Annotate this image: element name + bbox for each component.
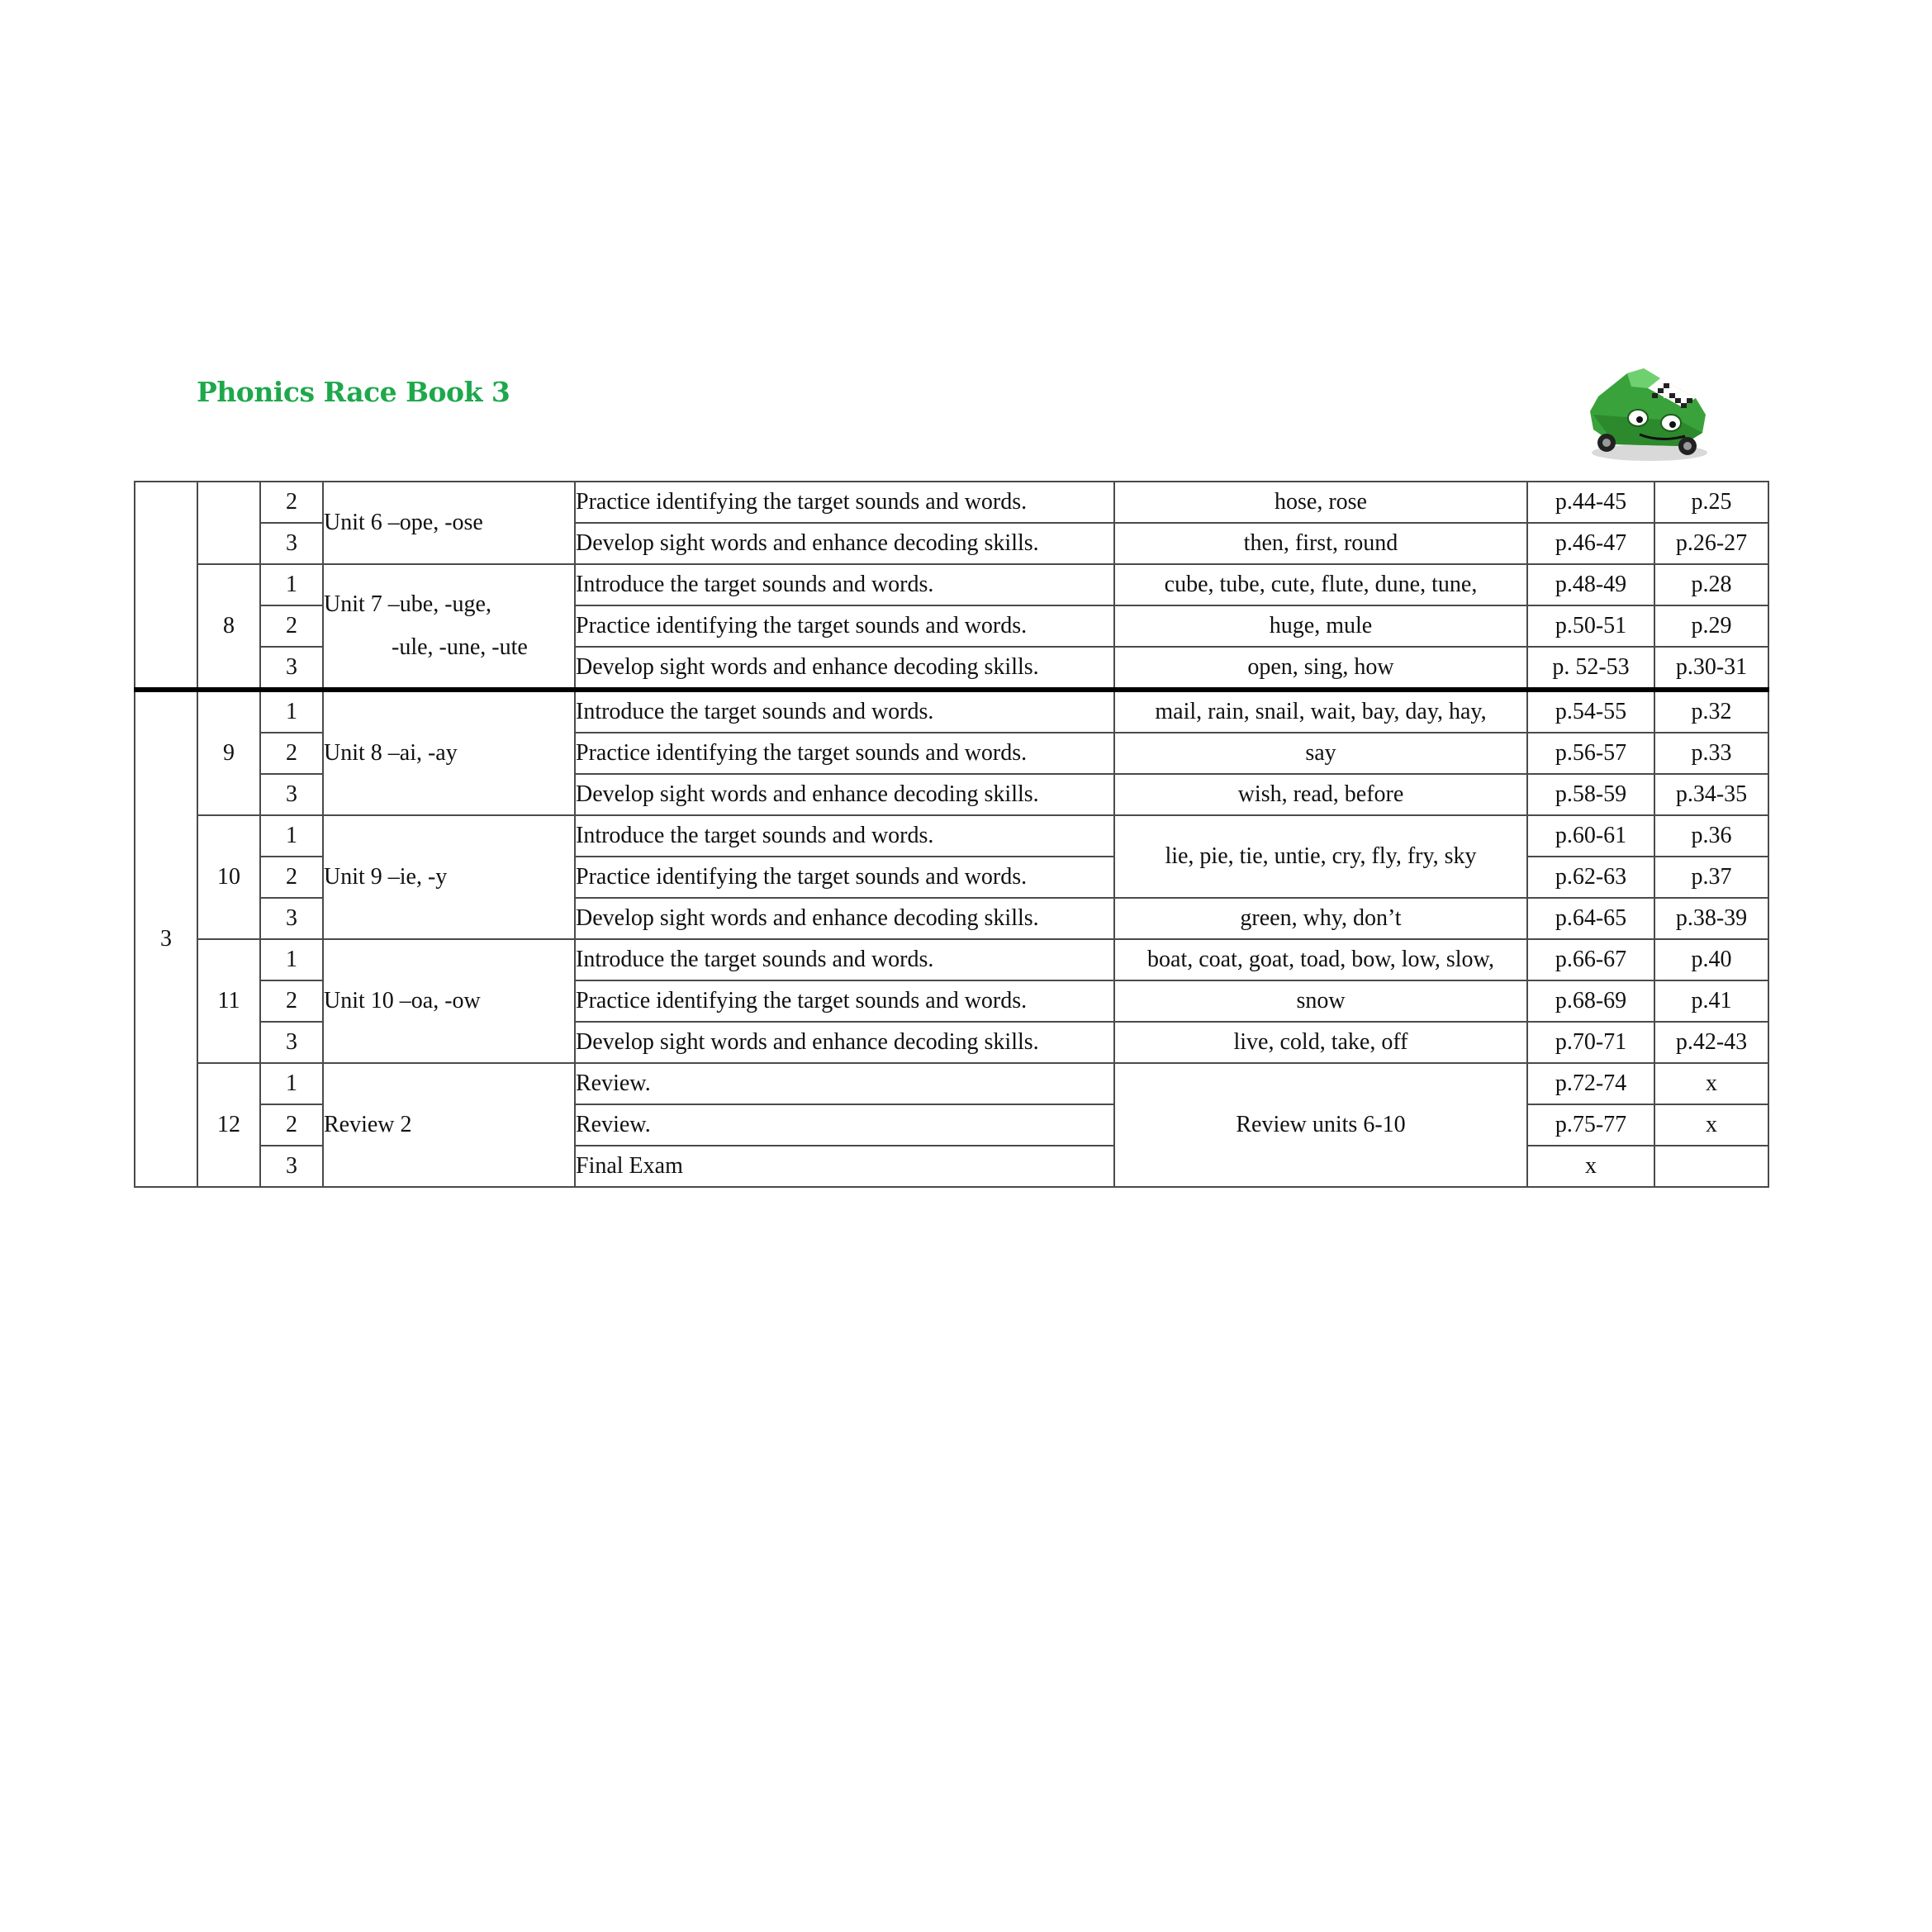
table-row (135, 1063, 1768, 1104)
objective-cell: Practice identifying the target sounds and words. (575, 733, 1114, 774)
student-book-cell: p.58-59 (1527, 774, 1654, 815)
workbook-cell: p.36 (1654, 815, 1768, 857)
workbook-cell: p.28 (1654, 564, 1768, 605)
student-book-cell: p.72-74 (1527, 1063, 1654, 1104)
unit-cell: Unit 6 –ope, -ose (323, 482, 575, 564)
student-book-cell: p.75-77 (1527, 1104, 1654, 1146)
objective-cell: Review. (575, 1063, 1114, 1104)
words-cell: wish, read, before (1114, 774, 1527, 815)
objective-cell: Introduce the target sounds and words. (575, 939, 1114, 980)
unit-line: -ule, -une, -ute (392, 634, 528, 660)
words-cell: cube, tube, cute, flute, dune, tune, (1114, 564, 1527, 605)
week-cell: 10 (197, 815, 260, 939)
workbook-cell: p.34-35 (1654, 774, 1768, 815)
workbook-cell: p.26-27 (1654, 523, 1768, 564)
student-book-cell: p.54-55 (1527, 690, 1654, 733)
workbook-cell: p.40 (1654, 939, 1768, 980)
words-cell: snow (1114, 980, 1527, 1022)
week-cell: 11 (197, 939, 260, 1063)
words-cell: Review units 6-10 (1114, 1063, 1527, 1187)
student-book-cell: p.66-67 (1527, 939, 1654, 980)
table-row (135, 815, 1768, 857)
lesson-cell: 2 (260, 1104, 323, 1146)
week-cell (197, 482, 260, 564)
week-cell: 8 (197, 564, 260, 690)
student-book-cell: p.62-63 (1527, 857, 1654, 898)
words-cell: boat, coat, goat, toad, bow, low, slow, (1114, 939, 1527, 980)
schedule-table (134, 481, 1769, 1188)
objective-cell: Develop sight words and enhance decoding skills. (575, 647, 1114, 690)
month-cell (135, 482, 197, 690)
words-cell: lie, pie, tie, untie, cry, fly, fry, sky (1114, 815, 1527, 898)
month-cell: 3 (135, 690, 197, 1187)
student-book-cell: p.44-45 (1527, 482, 1654, 523)
lesson-cell: 2 (260, 857, 323, 898)
unit-cell: Unit 9 –ie, -y (323, 815, 575, 939)
lesson-cell: 3 (260, 523, 323, 564)
unit-cell: Review 2 (323, 1063, 575, 1187)
lesson-cell: 3 (260, 898, 323, 939)
objective-cell: Practice identifying the target sounds and words. (575, 482, 1114, 523)
student-book-cell: p.48-49 (1527, 564, 1654, 605)
lesson-cell: 1 (260, 815, 323, 857)
student-book-cell: p.46-47 (1527, 523, 1654, 564)
table-row (135, 690, 1768, 733)
workbook-cell: p.29 (1654, 605, 1768, 647)
objective-cell: Develop sight words and enhance decoding skills. (575, 1022, 1114, 1063)
lesson-cell: 3 (260, 1146, 323, 1187)
student-book-cell: p. 52-53 (1527, 647, 1654, 690)
lesson-cell: 2 (260, 733, 323, 774)
objective-cell: Practice identifying the target sounds and words. (575, 857, 1114, 898)
unit-cell (323, 564, 575, 690)
student-book-cell: p.56-57 (1527, 733, 1654, 774)
workbook-cell: p.32 (1654, 690, 1768, 733)
workbook-cell: p.38-39 (1654, 898, 1768, 939)
workbook-cell: p.33 (1654, 733, 1768, 774)
student-book-cell: p.64-65 (1527, 898, 1654, 939)
objective-cell: Final Exam (575, 1146, 1114, 1187)
objective-cell: Introduce the target sounds and words. (575, 690, 1114, 733)
lesson-cell: 3 (260, 1022, 323, 1063)
table-row (135, 564, 1768, 605)
words-cell: huge, mule (1114, 605, 1527, 647)
lesson-cell: 1 (260, 564, 323, 605)
lesson-cell: 1 (260, 1063, 323, 1104)
lesson-cell: 1 (260, 939, 323, 980)
unit-line: Unit 7 –ube, -uge, (324, 591, 491, 617)
table-row (135, 482, 1768, 523)
week-cell: 9 (197, 690, 260, 815)
words-cell: say (1114, 733, 1527, 774)
lesson-cell: 2 (260, 980, 323, 1022)
lesson-cell: 2 (260, 482, 323, 523)
workbook-cell: x (1654, 1063, 1768, 1104)
workbook-cell: p.37 (1654, 857, 1768, 898)
objective-cell: Introduce the target sounds and words. (575, 815, 1114, 857)
student-book-cell: p.60-61 (1527, 815, 1654, 857)
green-race-car-icon (1582, 363, 1714, 464)
words-cell: hose, rose (1114, 482, 1527, 523)
student-book-cell: p.68-69 (1527, 980, 1654, 1022)
student-book-cell: x (1527, 1146, 1654, 1187)
unit-cell: Unit 10 –oa, -ow (323, 939, 575, 1063)
objective-cell: Develop sight words and enhance decoding skills. (575, 523, 1114, 564)
student-book-cell: p.50-51 (1527, 605, 1654, 647)
objective-cell: Practice identifying the target sounds and words. (575, 980, 1114, 1022)
student-book-cell: p.70-71 (1527, 1022, 1654, 1063)
workbook-cell: x (1654, 1104, 1768, 1146)
objective-cell: Develop sight words and enhance decoding skills. (575, 898, 1114, 939)
objective-cell: Review. (575, 1104, 1114, 1146)
words-cell: then, first, round (1114, 523, 1527, 564)
workbook-cell: p.30-31 (1654, 647, 1768, 690)
words-cell: mail, rain, snail, wait, bay, day, hay, (1114, 690, 1527, 733)
lesson-cell: 3 (260, 647, 323, 690)
lesson-cell: 1 (260, 690, 323, 733)
week-cell: 12 (197, 1063, 260, 1187)
objective-cell: Introduce the target sounds and words. (575, 564, 1114, 605)
words-cell: green, why, don’t (1114, 898, 1527, 939)
workbook-cell (1654, 1146, 1768, 1187)
words-cell: live, cold, take, off (1114, 1022, 1527, 1063)
page-title: Phonics Race Book 3 (197, 376, 510, 408)
unit-cell: Unit 8 –ai, -ay (323, 690, 575, 815)
objective-cell: Develop sight words and enhance decoding skills. (575, 774, 1114, 815)
words-cell: open, sing, how (1114, 647, 1527, 690)
lesson-cell: 2 (260, 605, 323, 647)
workbook-cell: p.41 (1654, 980, 1768, 1022)
lesson-cell: 3 (260, 774, 323, 815)
objective-cell: Practice identifying the target sounds and words. (575, 605, 1114, 647)
workbook-cell: p.42-43 (1654, 1022, 1768, 1063)
table-row (135, 939, 1768, 980)
workbook-cell: p.25 (1654, 482, 1768, 523)
